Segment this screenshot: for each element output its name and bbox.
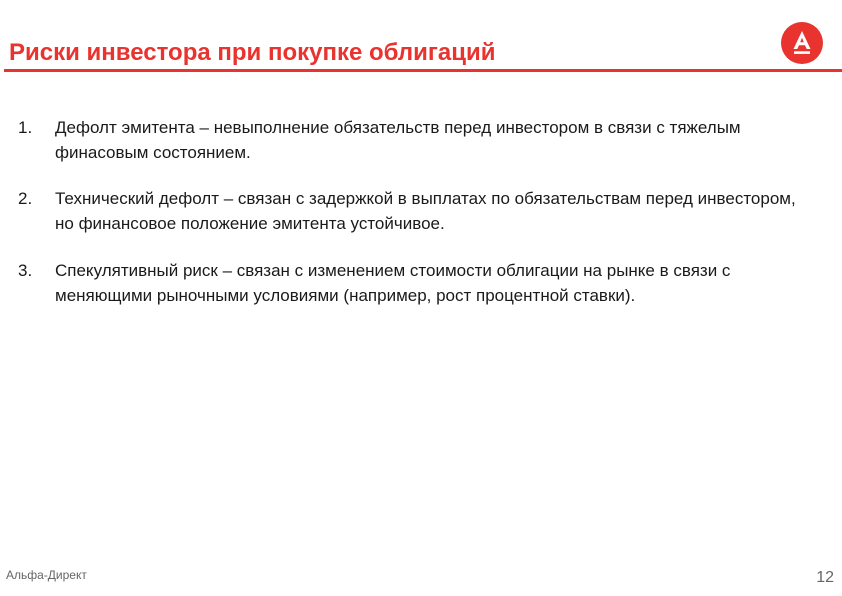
slide-title: Риски инвестора при покупке облигаций [9, 39, 496, 66]
footer-brand: Альфа-Директ [6, 568, 87, 582]
list-item [18, 258, 818, 308]
title-underline [4, 69, 842, 72]
list-item-number: 1. [18, 118, 33, 137]
list-item-number: 2. [18, 189, 33, 208]
list-item [18, 186, 818, 236]
list-item-text: Спекулятивный риск – связан с изменением стоимости облигации на рынке в связи с меняющими рыночными условиями (например, рост процентной ставки). [55, 261, 731, 305]
alfa-logo-letter-icon [790, 30, 814, 56]
list-item-text: Дефолт эмитента – невыполнение обязательств перед инвестором в связи с тяжелым финасовым состоянием. [55, 118, 741, 162]
list-item-number: 3. [18, 261, 33, 280]
list-item-text: Технический дефолт – связан с задержкой в выплатах по обязательствам перед инвестором, но финансовое положение эмитента устойчивое. [55, 189, 796, 233]
alfa-bank-logo-icon [781, 22, 823, 64]
list-item [18, 115, 818, 165]
page-number: 12 [816, 569, 834, 586]
